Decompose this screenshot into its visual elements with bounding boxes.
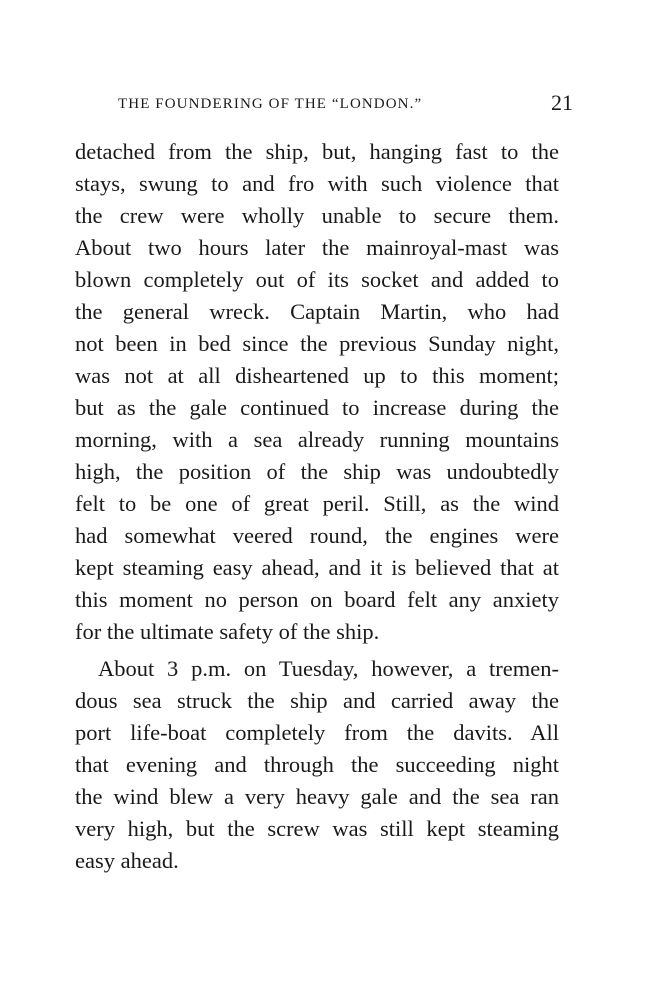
text-line: kept steaming easy ahead, and it is believed that at (75, 555, 559, 580)
running-title: THE FOUNDERING OF THE “LONDON.” (118, 96, 423, 112)
body-text (75, 136, 559, 877)
text-line: easy ahead. (75, 848, 179, 873)
text-line: high, the position of the ship was undoubtedly (75, 459, 559, 484)
text-line: the wind blew a very heavy gale and the sea ran (75, 784, 559, 809)
paragraph-1 (75, 136, 559, 648)
text-line: blown completely out of its socket and added to (75, 267, 559, 292)
text-line: felt to be one of great peril. Still, as the wind (75, 491, 559, 516)
paragraph-2 (75, 653, 559, 877)
text-line: stays, swung to and fro with such violence that (75, 171, 559, 196)
text-line: was not at all disheartened up to this moment; (75, 363, 559, 388)
text-line: detached from the ship, but, hanging fast to the (75, 139, 559, 164)
text-line: port life-boat completely from the davits. All (75, 720, 559, 745)
text-line: About 3 p.m. on Tuesday, however, a tremen- (98, 656, 559, 681)
text-line: this moment no person on board felt any anxiety (75, 587, 559, 612)
text-line: About two hours later the mainroyal-mast was (75, 235, 559, 260)
text-line: very high, but the screw was still kept steaming (75, 816, 559, 841)
page-number: 21 (551, 90, 573, 115)
text-line: for the ultimate safety of the ship. (75, 619, 380, 644)
text-line: but as the gale continued to increase during the (75, 395, 559, 420)
text-line: morning, with a sea already running mountains (75, 427, 559, 452)
text-line: not been in bed since the previous Sunday night, (75, 331, 559, 356)
text-line: had somewhat veered round, the engines were (75, 523, 559, 548)
text-line: the general wreck. Captain Martin, who had (75, 299, 559, 324)
running-head (118, 90, 573, 120)
text-line: that evening and through the succeeding night (75, 752, 559, 777)
text-line: dous sea struck the ship and carried away the (75, 688, 559, 713)
text-line: the crew were wholly unable to secure them. (75, 203, 559, 228)
